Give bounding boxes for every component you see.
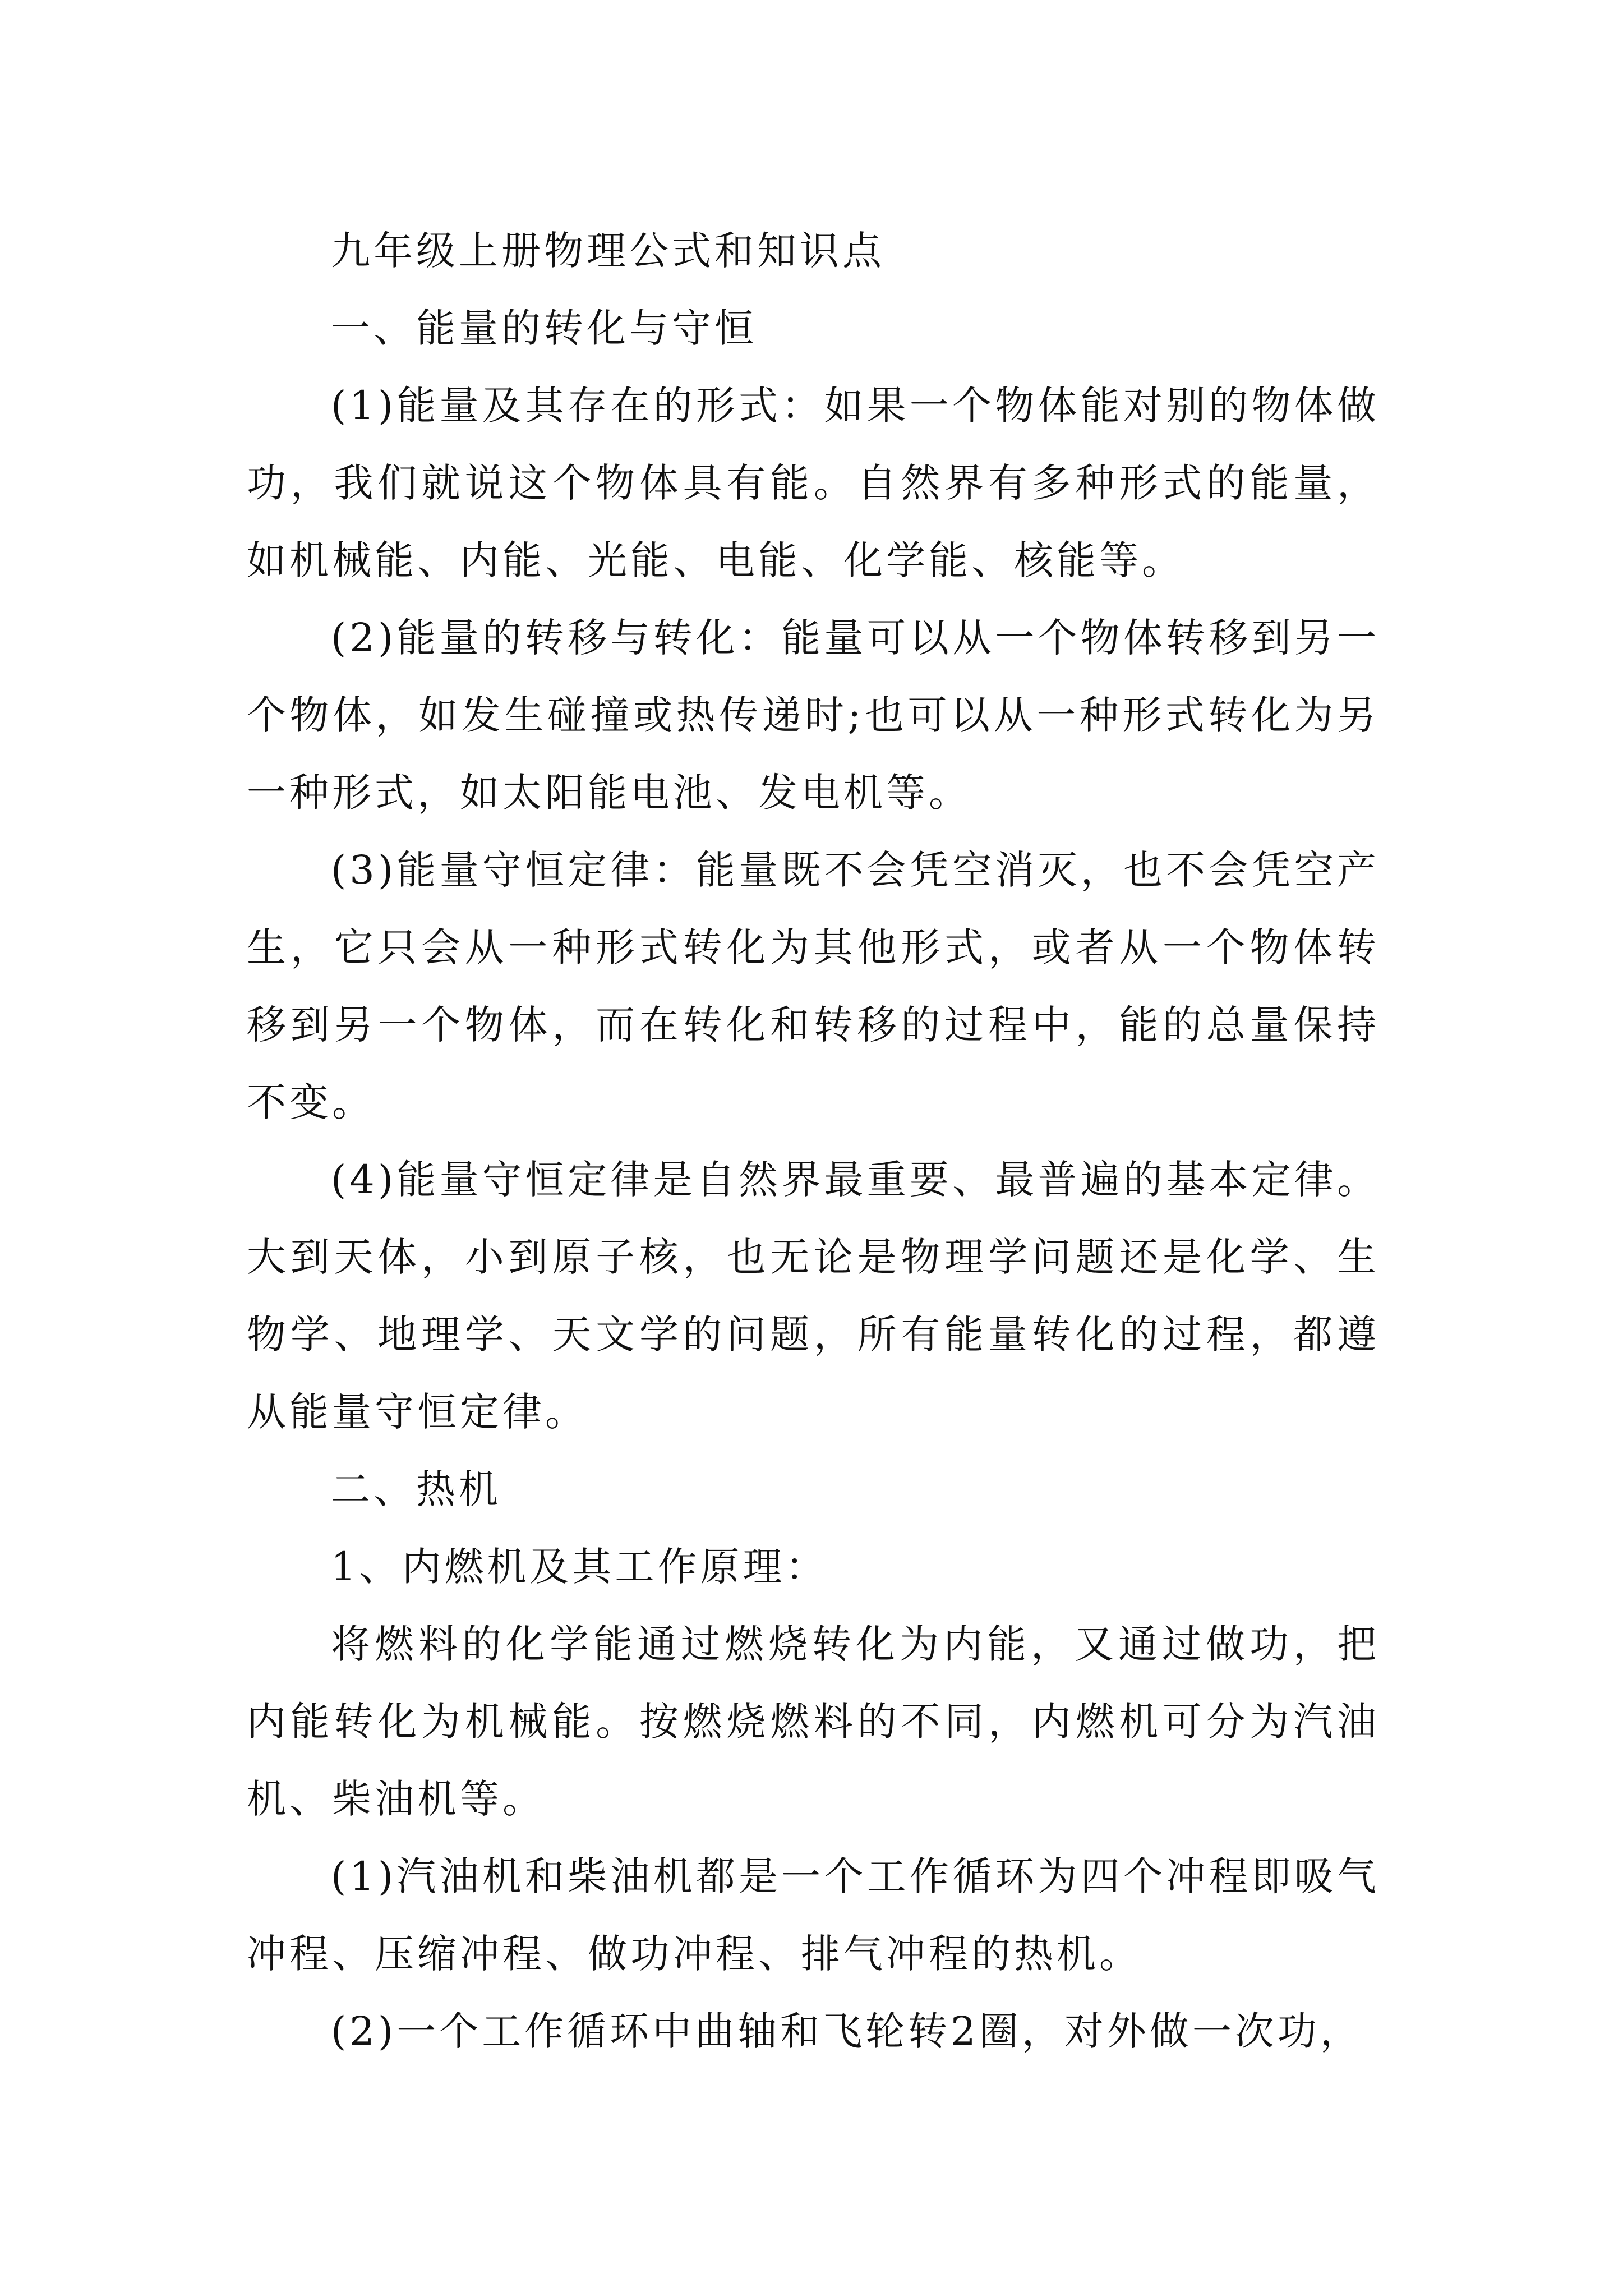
document-title: 九年级上册物理公式和知识点 (331, 228, 885, 274)
paragraph-energy-transfer: (2)能量的转移与转化：能量可以从一个物体转移到另一个物体，如发生碰撞或热传递时;也可以从一种形式转化为另一种形式，如太阳能电池、发电机等。 (247, 615, 1380, 816)
section-heading-energy: 一、能量的转化与守恒 (331, 305, 757, 351)
section-heading-heat-engine: 二、热机 (331, 1466, 501, 1512)
paragraph-conservation-law: (3)能量守恒定律：能量既不会凭空消灭，也不会凭空产生，它只会从一种形式转化为其他形式，或者从一个物体转移到另一个物体，而在转化和转移的过程中，能的总量保持不变。 (247, 847, 1380, 1125)
paragraph-four-strokes: (1)汽油机和柴油机都是一个工作循环为四个冲程即吸气冲程、压缩冲程、做功冲程、排气冲程的热机。 (247, 1853, 1380, 1977)
subheading-internal-combustion: 1、内燃机及其工作原理： (331, 1544, 828, 1590)
paragraph-work-cycle: (2)一个工作循环中曲轴和飞轮转2圈，对外做一次功， (331, 2008, 1363, 2054)
paragraph-energy-forms: (1)能量及其存在的形式：如果一个物体能对别的物体做功，我们就说这个物体具有能。自然界有多种形式的能量，如机械能、内能、光能、电能、化学能、核能等。 (247, 383, 1380, 583)
document-body (247, 212, 1380, 2070)
paragraph-combustion-principle: 将燃料的化学能通过燃烧转化为内能，又通过做功，把内能转化为机械能。按燃烧燃料的不同，内燃机可分为汽油机、柴油机等。 (247, 1621, 1380, 1822)
paragraph-conservation-universal: (4)能量守恒定律是自然界最重要、最普遍的基本定律。大到天体，小到原子核，也无论是物理学问题还是化学、生物学、地理学、天文学的问题，所有能量转化的过程，都遵从能量守恒定律。 (247, 1157, 1380, 1435)
